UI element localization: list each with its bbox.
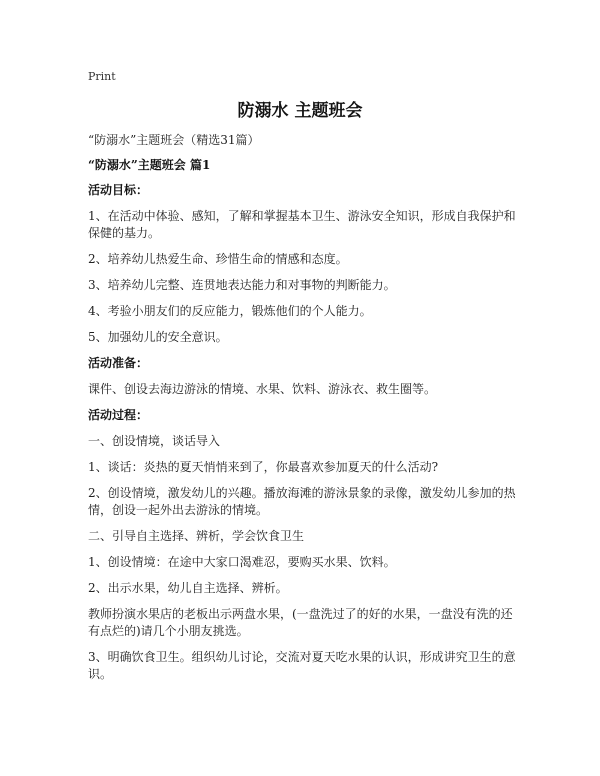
paragraph: 3、明确饮食卫生。组织幼儿讨论，交流对夏天吃水果的认识，形成讲究卫生的意识。 (88, 650, 516, 681)
paragraph: 课件、创设去海边游泳的情境、水果、饮料、游泳衣、救生圈等。 (88, 382, 437, 396)
paragraph: 4、考验小朋友们的反应能力，锻炼他们的个人能力。 (88, 304, 372, 318)
section-heading: 活动准备： (88, 356, 149, 370)
paragraph: 5、加强幼儿的安全意识。 (88, 330, 228, 344)
section-heading: 活动目标： (88, 183, 149, 197)
print-label: Print (88, 70, 116, 83)
paragraph: 1、创设情境：在途中大家口渴难忍，要购买水果、饮料。 (88, 555, 396, 569)
paragraph: 2、培养幼儿热爱生命、珍惜生命的情感和态度。 (88, 252, 348, 266)
paragraph: 1、在活动中体验、感知，了解和掌握基本卫生、游泳安全知识，形成自我保护和保健的基力。 (88, 209, 516, 240)
section-heading: “防溺水”主题班会 篇1 (88, 158, 211, 172)
paragraph: 2、出示水果，幼儿自主选择、辨析。 (88, 581, 288, 595)
paragraph: 二、引导自主选择、辨析，学会饮食卫生 (88, 529, 305, 543)
paragraph: 2、创设情境，激发幼儿的兴趣。播放海滩的游泳景象的录像，激发幼儿参加的热情，创设一起外出去游泳的情境。 (88, 486, 516, 517)
document-title: 防溺水 主题班会 (237, 101, 363, 121)
paragraph: 3、培养幼儿完整、连贯地表达能力和对事物的判断能力。 (88, 278, 396, 292)
paragraph: 教师扮演水果店的老板出示两盘水果，(一盘洗过了的好的水果，一盘没有洗的还有点烂的)请几个小朋友挑选。 (88, 607, 513, 638)
section-heading: 活动过程： (88, 408, 149, 422)
paragraph: “防溺水”主题班会（精选31篇） (88, 133, 260, 147)
document-body (88, 132, 520, 683)
paragraph: 1、谈话：炎热的夏天悄悄来到了，你最喜欢参加夏天的什么活动? (88, 460, 439, 474)
paragraph: 一、创设情境，谈话导入 (88, 434, 221, 448)
